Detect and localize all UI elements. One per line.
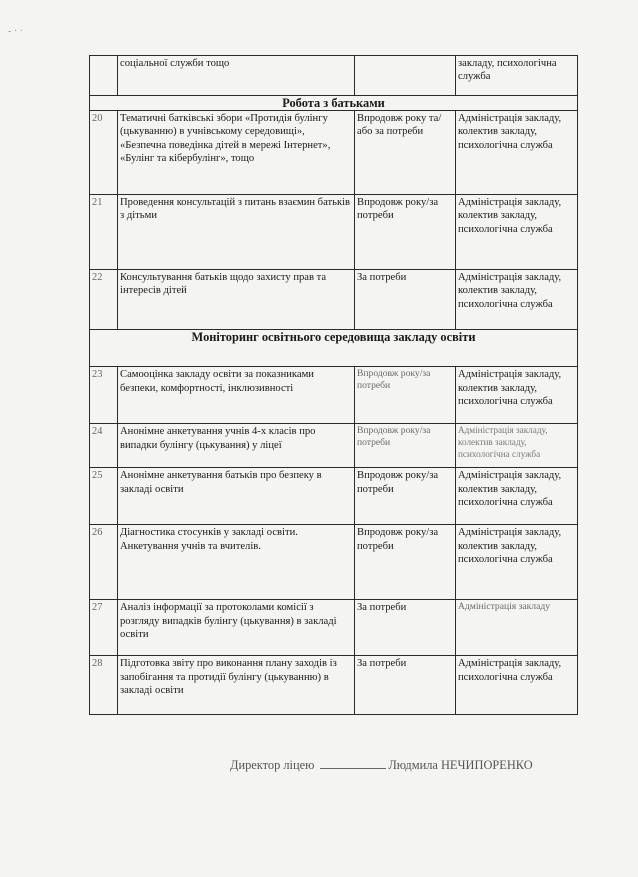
term-cell: Впродовж року/за потреби [355,424,456,468]
responsible-cell: Адміністрація закладу, колектив закладу, психологічна служба [456,468,578,525]
row-number [90,56,118,96]
signature-block [230,757,533,773]
table-row [90,600,578,656]
activity-cell: Самооцінка закладу освіти за показниками безпеки, комфортності, інклюзивності [118,367,355,424]
responsible-cell: закладу, психологічна служба [456,56,578,96]
term-cell: За потреби [355,600,456,656]
section-title: Моніторинг освітнього середовища закладу освіти [90,330,578,367]
responsible-cell: Адміністрація закладу, колектив закладу, психологічна служба [456,367,578,424]
table-row [90,468,578,525]
responsible-cell: Адміністрація закладу, психологічна служба [456,656,578,715]
table-row [90,56,578,96]
activity-cell: Консультування батьків щодо захисту прав та інтересів дітей [118,270,355,330]
row-number: 22 [90,270,118,330]
row-number: 28 [90,656,118,715]
signature-line [320,757,386,769]
term-cell: За потреби [355,656,456,715]
section-title: Робота з батьками [90,96,578,111]
activity-cell: Проведення консультацій з питань взаємин батьків з дітьми [118,195,355,270]
table-row [90,367,578,424]
section-row [90,96,578,111]
activity-plan-table [89,55,578,715]
responsible-cell: Адміністрація закладу, колектив закладу, психологічна служба [456,424,578,468]
scan-mark: - · · [8,26,23,37]
activity-cell: Анонімне анкетування учнів 4-х класів про випадки булінгу (цькування) у ліцеї [118,424,355,468]
row-number: 27 [90,600,118,656]
term-cell: Впродовж року/за потреби [355,525,456,600]
row-number: 23 [90,367,118,424]
term-cell: Впродовж року/за потреби [355,195,456,270]
responsible-cell: Адміністрація закладу, колектив закладу, психологічна служба [456,270,578,330]
table-row [90,111,578,195]
responsible-cell: Адміністрація закладу, колектив закладу, психологічна служба [456,111,578,195]
table-row [90,525,578,600]
activity-cell: Тематичні батківські збори «Протидія булінгу (цькуванню) в учнівському середовищі», «Безпечна поведінка дітей в мережі Інтернет», «Булінг та кібербулінг», тощо [118,111,355,195]
term-cell [355,56,456,96]
signature-name: Людмила НЕЧИПОРЕНКО [388,758,533,772]
term-cell: За потреби [355,270,456,330]
term-cell: Впродовж року та/або за потреби [355,111,456,195]
responsible-cell: Адміністрація закладу, колектив закладу, психологічна служба [456,195,578,270]
signature-position: Директор ліцею [230,758,315,772]
activity-cell: Діагностика стосунків у закладі освіти. Анкетування учнів та вчителів. [118,525,355,600]
row-number: 24 [90,424,118,468]
row-number: 26 [90,525,118,600]
table-row [90,195,578,270]
section-row [90,330,578,367]
term-cell: Впродовж року/за потреби [355,367,456,424]
responsible-cell: Адміністрація закладу [456,600,578,656]
activity-cell: Аналіз інформації за протоколами комісії з розгляду випадків булінгу (цькування) в закладі освіти [118,600,355,656]
row-number: 20 [90,111,118,195]
table-row [90,424,578,468]
activity-cell: Підготовка звіту про виконання плану заходів із запобігання та протидії булінгу (цькуванню) в закладі освіти [118,656,355,715]
activity-cell: Анонімне анкетування батьків про безпеку в закладі освіти [118,468,355,525]
table-row [90,270,578,330]
table-row [90,656,578,715]
row-number: 21 [90,195,118,270]
row-number: 25 [90,468,118,525]
responsible-cell: Адміністрація закладу, колектив закладу, психологічна служба [456,525,578,600]
term-cell: Впродовж року/за потреби [355,468,456,525]
activity-cell: соціальної служби тощо [118,56,355,96]
